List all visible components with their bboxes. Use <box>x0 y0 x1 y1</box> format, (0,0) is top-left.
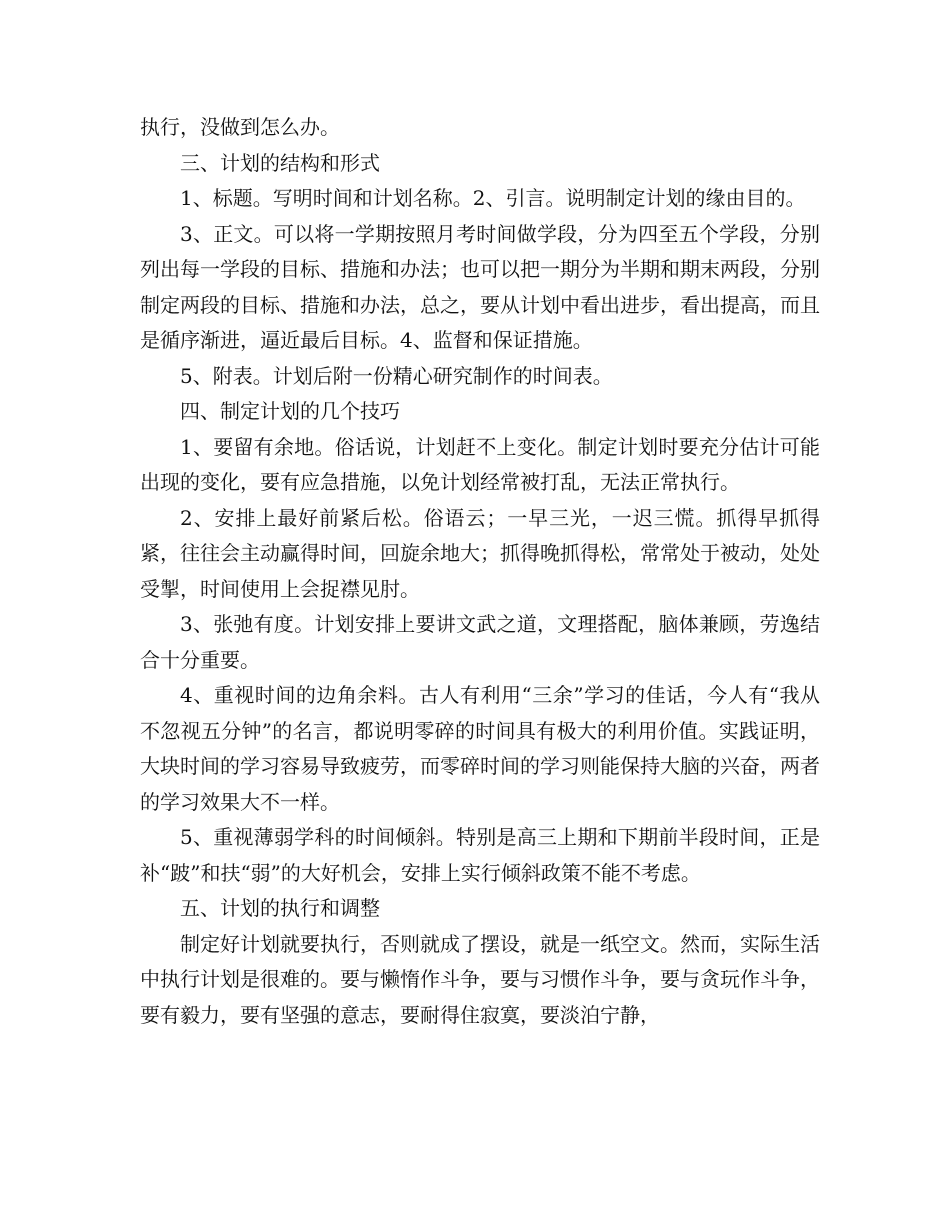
section-heading-3: 三、计划的结构和形式 <box>180 150 380 175</box>
paragraph-tip-2: 2、安排上最好前紧后松。俗语云；一早三光，一迟三慌。抓得早抓得紧，往往会主动赢得时间，回旋余地大；抓得晚抓得松，常常处于被动，处处受掣，时间使用上会捉襟见肘。 <box>140 505 820 601</box>
paragraph-appendix: 5、附表。计划后附一份精心研究制作的时间表。 <box>180 363 613 388</box>
paragraph-execution: 制定好计划就要执行，否则就成了摆设，就是一纸空文。然而，实际生活中执行计划是很难的。要与懒惰作斗争，要与习惯作斗争，要与贪玩作斗争，要有毅力，要有坚强的意志，要耐得住寂寞，要淡泊宁静， <box>140 931 820 1027</box>
section-heading-4: 四、制定计划的几个技巧 <box>180 399 400 423</box>
document-body <box>140 110 820 1033</box>
paragraph-continuation: 执行，没做到怎么办。 <box>140 115 340 139</box>
paragraph-tip-4: 4、重视时间的边角余料。古人有利用“三余”学习的佳话，今人有“我从不忽视五分钟”的名言，都说明零碎的时间具有极大的利用价值。实践证明，大块时间的学习容易导致疲劳，而零碎时间的学习则能保持大脑的兴奋，两者的学习效果大不一样。 <box>140 683 820 814</box>
section-heading-5: 五、计划的执行和调整 <box>180 896 380 920</box>
paragraph-main-body: 3、正文。可以将一学期按照月考时间做学段，分为四至五个学段，分别列出每一学段的目标、措施和办法；也可以把一期分为半期和期末两段，分别制定两段的目标、措施和办法，总之，要从计划中看出进步，看出提高，而且是循序渐进，逼近最后目标。4、监督和保证措施。 <box>140 221 820 352</box>
paragraph-tip-1: 1、要留有余地。俗话说，计划赶不上变化。制定计划时要充分估计可能出现的变化，要有应急措施，以免计划经常被打乱，无法正常执行。 <box>140 434 820 494</box>
paragraph-tip-3: 3、张弛有度。计划安排上要讲文武之道，文理搭配，脑体兼顾，劳逸结合十分重要。 <box>140 612 820 672</box>
paragraph-title-intro: 1、标题。写明时间和计划名称。2、引言。说明制定计划的缘由目的。 <box>180 186 806 210</box>
paragraph-tip-5: 5、重视薄弱学科的时间倾斜。特别是高三上期和下期前半段时间，正是补“跛”和扶“弱”的大好机会，安排上实行倾斜政策不能不考虑。 <box>140 825 820 885</box>
